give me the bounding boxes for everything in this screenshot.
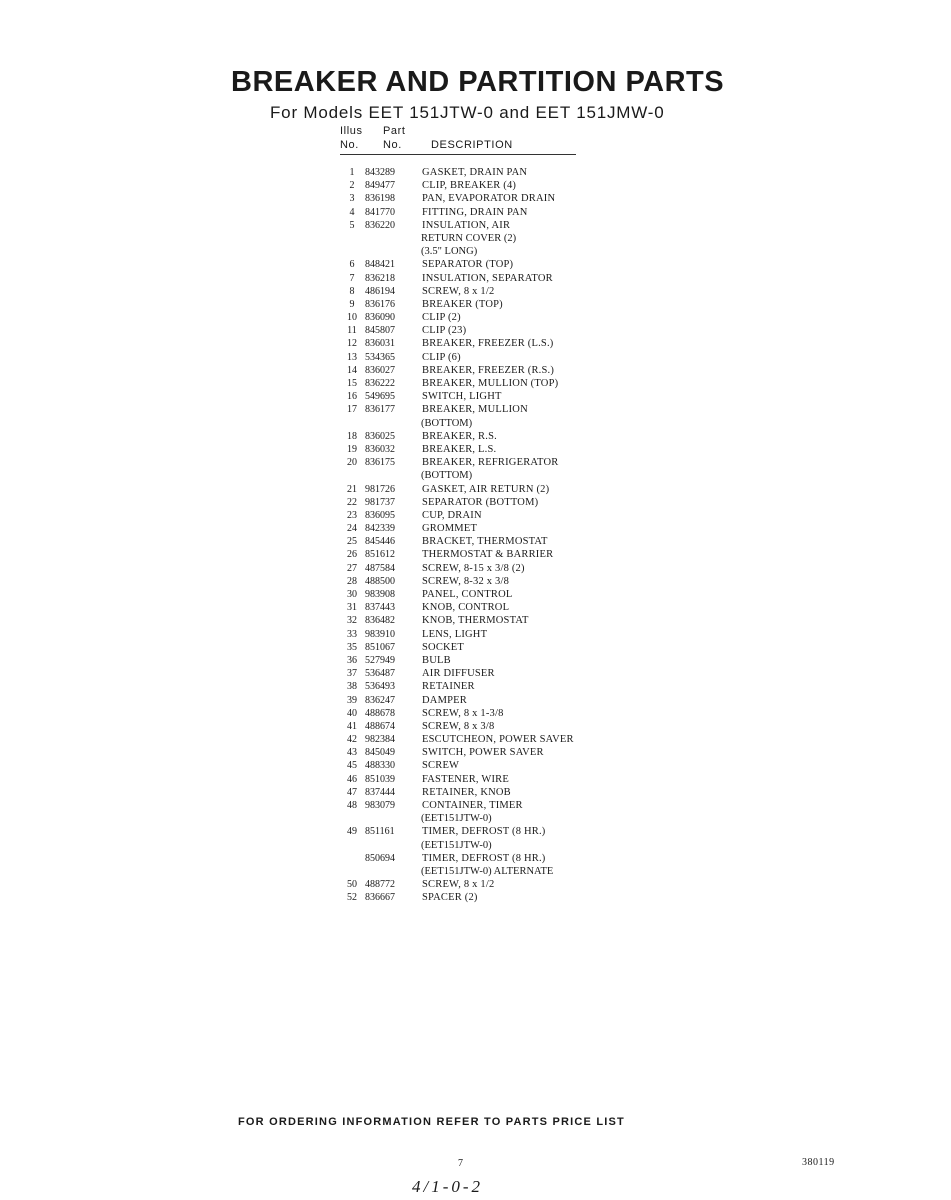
part-description: BULB: [422, 654, 451, 666]
models-subtitle: For Models EET 151JTW-0 and EET 151JMW-0: [270, 103, 665, 122]
part-description: SWITCH, POWER SAVER: [422, 747, 544, 759]
illus-number: 33: [347, 628, 357, 640]
part-description: PAN, EVAPORATOR DRAIN: [422, 193, 556, 205]
part-row: [340, 522, 580, 535]
part-description: SCREW, 8 x 1/2: [422, 879, 495, 891]
ordering-note: FOR ORDERING INFORMATION REFER TO PARTS PRICE LIST: [238, 1116, 625, 1128]
header-illus-no: No.: [340, 139, 359, 151]
part-row: [340, 773, 580, 786]
part-number: 983079: [365, 800, 395, 811]
part-number: 983908: [365, 589, 395, 600]
part-number: 836090: [365, 312, 395, 324]
part-number: 527949: [365, 654, 395, 666]
part-description: SCREW, 8 x 3/8: [422, 720, 495, 732]
part-number: 488330: [365, 760, 395, 772]
part-description-line: (BOTTOM): [421, 470, 473, 482]
part-row: [340, 311, 580, 324]
illus-number: 20: [347, 457, 357, 469]
part-row: [340, 548, 580, 561]
part-row: [340, 364, 580, 377]
part-description: SCREW, 8-15 x 3/8 (2): [422, 562, 525, 574]
part-description: SWITCH, LIGHT: [422, 391, 502, 403]
part-description: TIMER, DEFROST (8 HR.): [422, 852, 546, 864]
part-number: 836667: [365, 892, 395, 904]
part-row: [340, 746, 580, 759]
part-number: 982384: [365, 734, 395, 746]
part-number: 487584: [365, 562, 395, 574]
part-description: SPACER (2): [422, 892, 478, 904]
illus-number: 47: [347, 786, 357, 798]
part-row: [340, 219, 580, 232]
illus-number: 31: [347, 602, 357, 614]
part-row: [340, 852, 580, 865]
part-description-continued: [340, 812, 580, 825]
part-description: CLIP (6): [422, 351, 461, 363]
part-description: SEPARATOR (TOP): [422, 259, 514, 271]
part-description: BREAKER, R.S.: [422, 430, 497, 442]
part-description: KNOB, THERMOSTAT: [422, 615, 529, 627]
part-row: [340, 166, 580, 179]
part-row: [340, 654, 580, 667]
part-number: 536487: [365, 668, 395, 680]
illus-number: 17: [347, 404, 357, 416]
part-row: [340, 179, 580, 192]
part-row: [340, 483, 580, 496]
handwritten-mark: 4/1-0-2: [412, 1177, 484, 1196]
part-description: INSULATION, SEPARATOR: [422, 272, 553, 284]
illus-number: 49: [347, 826, 357, 838]
part-row: [340, 694, 580, 707]
part-description: CONTAINER, TIMER: [422, 800, 523, 811]
part-description: KNOB, CONTROL: [422, 602, 510, 614]
part-number: 486194: [365, 285, 395, 297]
illus-number: 37: [347, 668, 357, 680]
part-number: 850694: [365, 852, 395, 864]
part-number: 836031: [365, 338, 395, 350]
part-row: [340, 430, 580, 443]
illus-number: 22: [347, 496, 357, 508]
part-number: 836198: [365, 193, 395, 205]
part-description: ESCUTCHEON, POWER SAVER: [422, 734, 574, 746]
part-description: AIR DIFFUSER: [422, 668, 495, 680]
part-number: 837444: [365, 786, 395, 798]
illus-number: 48: [347, 800, 357, 811]
illus-number: 46: [347, 773, 357, 785]
part-number: 836175: [365, 457, 395, 469]
illus-number: 4: [349, 206, 355, 218]
illus-number: 12: [347, 338, 357, 350]
part-row: [340, 799, 580, 812]
part-description-line: (3.5" LONG): [421, 246, 478, 258]
illus-number: 45: [347, 760, 357, 772]
part-number: 534365: [365, 351, 395, 363]
part-description: BREAKER, MULLION (TOP): [422, 378, 559, 389]
illus-number: 27: [347, 562, 357, 574]
part-row: [340, 351, 580, 364]
part-description-continued: [340, 245, 580, 258]
illus-number: 10: [347, 312, 357, 324]
part-row: [340, 337, 580, 350]
document-code: 380119: [802, 1157, 835, 1168]
part-row: [340, 324, 580, 337]
part-description: CLIP (2): [422, 312, 461, 324]
illus-number: 38: [347, 681, 357, 693]
part-row: [340, 535, 580, 548]
part-row: [340, 272, 580, 285]
part-description: INSULATION, AIR: [422, 219, 511, 231]
part-row: [340, 891, 580, 904]
part-number: 488772: [365, 879, 395, 891]
part-description: BRACKET, THERMOSTAT: [422, 536, 548, 548]
illus-number: 50: [347, 879, 357, 891]
part-row: [340, 878, 580, 891]
part-number: 549695: [365, 391, 395, 403]
part-number: 843289: [365, 167, 395, 178]
illus-number: 32: [347, 615, 357, 627]
part-number: 836025: [365, 430, 395, 442]
part-row: [340, 614, 580, 627]
part-number: 981726: [365, 483, 395, 495]
part-description: SEPARATOR (BOTTOM): [422, 496, 539, 508]
illus-number: 35: [347, 641, 357, 653]
part-description-continued: [340, 865, 580, 878]
illus-number: 23: [347, 509, 357, 521]
part-description: CLIP, BREAKER (4): [422, 180, 517, 192]
part-number: 488500: [365, 575, 395, 587]
part-description: BREAKER, MULLION: [422, 404, 528, 416]
part-row: [340, 258, 580, 271]
part-description-continued: [340, 417, 580, 430]
illus-number: 42: [347, 734, 357, 746]
part-row: [340, 707, 580, 720]
illus-number: 52: [347, 892, 357, 904]
header-part-no: No.: [383, 139, 402, 151]
part-number: 837443: [365, 602, 395, 614]
page-title: BREAKER AND PARTITION PARTS: [231, 66, 725, 98]
part-number: 851039: [365, 773, 395, 785]
illus-number: 8: [349, 285, 355, 297]
illus-number: 30: [347, 589, 357, 600]
page-number: 7: [458, 1158, 463, 1169]
part-number: 488674: [365, 720, 395, 732]
illus-number: 40: [347, 707, 357, 719]
part-row: [340, 390, 580, 403]
part-description-line: (EET151JTW-0) ALTERNATE: [421, 865, 554, 877]
part-number: 836095: [365, 509, 395, 521]
illus-number: 24: [347, 523, 357, 535]
part-description: RETAINER, KNOB: [422, 786, 511, 798]
part-number: 836218: [365, 272, 395, 284]
illus-number: 25: [347, 536, 357, 548]
part-description: TIMER, DEFROST (8 HR.): [422, 826, 546, 838]
illus-number: 28: [347, 575, 357, 587]
part-number: 983910: [365, 628, 395, 640]
part-number: 851161: [365, 826, 395, 838]
part-number: 845049: [365, 747, 395, 759]
part-description: BREAKER, FREEZER (L.S.): [422, 338, 554, 350]
part-row: [340, 667, 580, 680]
part-description: SCREW: [422, 760, 460, 772]
illus-number: 13: [347, 351, 357, 363]
header-description: DESCRIPTION: [431, 139, 513, 151]
part-number: 836176: [365, 298, 395, 310]
part-description: GASKET, DRAIN PAN: [422, 167, 528, 178]
part-number: 836032: [365, 443, 395, 455]
illus-number: 14: [347, 364, 357, 376]
header-part: Part: [383, 125, 406, 137]
part-row: [340, 403, 580, 416]
illus-number: 11: [347, 325, 357, 337]
illus-number: 36: [347, 654, 357, 666]
part-number: 536493: [365, 681, 395, 693]
illus-number: 9: [349, 298, 355, 310]
part-description: BREAKER, REFRIGERATOR: [422, 457, 559, 469]
part-row: [340, 641, 580, 654]
part-number: 851067: [365, 641, 395, 653]
part-description: GROMMET: [422, 523, 478, 535]
illus-number: 19: [347, 443, 357, 455]
part-number: 842339: [365, 523, 395, 535]
illus-number: 18: [347, 430, 357, 442]
part-row: [340, 588, 580, 601]
header-illus: Illus: [340, 125, 363, 137]
part-description: CUP, DRAIN: [422, 509, 482, 521]
part-description: BREAKER, L.S.: [422, 443, 497, 455]
part-description: PANEL, CONTROL: [422, 589, 513, 600]
part-row: [340, 601, 580, 614]
part-row: [340, 298, 580, 311]
part-description-continued: [340, 839, 580, 852]
part-number: 851612: [365, 549, 395, 561]
part-row: [340, 759, 580, 772]
parts-rows: [340, 166, 580, 905]
part-number: 848421: [365, 259, 395, 271]
part-number: 841770: [365, 206, 395, 218]
illus-number: [340, 852, 364, 865]
part-number: 849477: [365, 180, 395, 192]
part-row: [340, 628, 580, 641]
illus-number: 43: [347, 747, 357, 759]
part-description: SOCKET: [422, 641, 465, 653]
illus-number: 26: [347, 549, 357, 561]
part-row: [340, 562, 580, 575]
part-row: [340, 509, 580, 522]
illus-number: 15: [347, 378, 357, 389]
part-row: [340, 720, 580, 733]
part-description: THERMOSTAT & BARRIER: [422, 549, 554, 561]
part-description-line: (EET151JTW-0): [421, 839, 492, 851]
illus-number: 39: [347, 694, 357, 706]
part-description: CLIP (23): [422, 325, 467, 337]
part-row: [340, 377, 580, 390]
part-row: [340, 206, 580, 219]
part-number: 836177: [365, 404, 395, 416]
part-description: SCREW, 8 x 1/2: [422, 285, 495, 297]
parts-list: [340, 124, 580, 905]
part-number: 836220: [365, 219, 395, 231]
illus-number: 1: [349, 167, 355, 178]
illus-number: 6: [349, 259, 355, 271]
illus-number: 21: [347, 483, 357, 495]
illus-number: 7: [349, 272, 355, 284]
part-description-line: (BOTTOM): [421, 417, 473, 429]
part-number: 981737: [365, 496, 395, 508]
part-description-continued: [340, 232, 580, 245]
part-number: 488678: [365, 707, 395, 719]
part-description: RETAINER: [422, 681, 475, 693]
illus-number: 2: [349, 180, 355, 192]
part-description: BREAKER (TOP): [422, 298, 503, 310]
illus-number: 41: [347, 720, 357, 732]
illus-number: 3: [349, 193, 355, 205]
header-row: [340, 138, 576, 155]
part-description: SCREW, 8 x 1-3/8: [422, 707, 504, 719]
part-number: 836482: [365, 615, 395, 627]
part-number: 836247: [365, 694, 395, 706]
part-description: LENS, LIGHT: [422, 628, 488, 640]
part-row: [340, 192, 580, 205]
illus-number: 16: [347, 391, 357, 403]
part-description: FITTING, DRAIN PAN: [422, 206, 528, 218]
part-description: FASTENER, WIRE: [422, 773, 509, 785]
part-row: [340, 496, 580, 509]
part-row: [340, 825, 580, 838]
part-row: [340, 285, 580, 298]
part-number: 845807: [365, 325, 395, 337]
part-description: DAMPER: [422, 694, 467, 706]
part-row: [340, 443, 580, 456]
part-description-line: (EET151JTW-0): [421, 813, 492, 825]
part-row: [340, 733, 580, 746]
part-row: [340, 456, 580, 469]
part-number: 836027: [365, 364, 395, 376]
part-number: 836222: [365, 378, 395, 389]
part-number: 845446: [365, 536, 395, 548]
part-row: [340, 680, 580, 693]
part-description: BREAKER, FREEZER (R.S.): [422, 364, 555, 376]
illus-number: 5: [349, 219, 355, 231]
part-description-continued: [340, 469, 580, 482]
header-row-top: [340, 124, 580, 138]
part-row: [340, 786, 580, 799]
part-row: [340, 575, 580, 588]
part-description-line: RETURN COVER (2): [421, 232, 517, 244]
part-description: SCREW, 8-32 x 3/8: [422, 575, 510, 587]
part-description: GASKET, AIR RETURN (2): [422, 483, 550, 495]
